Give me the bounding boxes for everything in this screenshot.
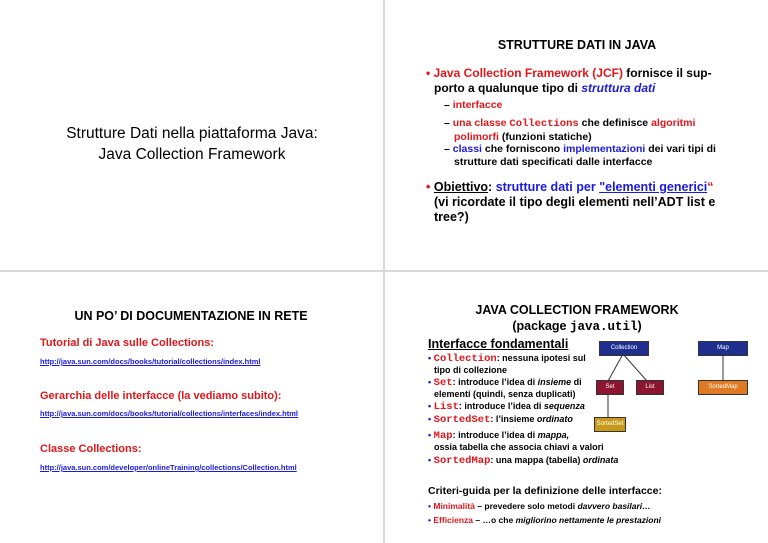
edge-collection-list	[623, 354, 647, 381]
link-tutorial[interactable]: http://java.sun.com/docs/books/tutorial/collections/index.html	[40, 357, 261, 366]
sub-interfacce-text: interfacce	[452, 99, 503, 111]
slide-heading: STRUTTURE DATI IN JAVA	[497, 38, 657, 52]
sub-collections-statiche: (funzioni statiche)	[498, 131, 592, 143]
sub-interfacce: – interfacce	[444, 99, 503, 111]
box-sortedmap: SortedMap	[698, 380, 748, 395]
item-collection: • Collection: nessuna ipotesi sul tipo di collezione	[428, 353, 586, 375]
sub-classi-a: che forniscono	[481, 143, 564, 155]
edge-collection-set	[608, 354, 623, 381]
obiettivo-line3: tree?)	[434, 210, 469, 224]
box-collection: Collection	[599, 341, 649, 356]
kw-collection: Collection	[433, 353, 497, 365]
item-text: : una mappa (tabella)	[490, 455, 583, 465]
slide-title-text	[58, 123, 326, 165]
label-classe-collections: Classe Collections:	[40, 443, 142, 455]
criteria-heading: Criteri-guida per la definizione delle interfacce:	[428, 485, 662, 497]
jcf-struttura-dati: struttura dati	[581, 81, 656, 95]
item-set: • Set: introduce l’idea di insieme di elementi (quindi, senza duplicati)	[428, 377, 582, 399]
jcf-text-1: fornisce il sup-	[622, 66, 712, 80]
obiettivo-colon: :	[488, 180, 496, 194]
criterion-label: Minimalità	[433, 501, 475, 511]
kw-sortedset: SortedSet	[433, 414, 491, 426]
box-set: Set	[596, 380, 624, 395]
slide-documentazione	[0, 273, 382, 543]
item-sortedmap: • SortedMap: una mappa (tabella) ordinata	[428, 455, 619, 467]
sub-collections: – una classe Collections che definisce algoritmi polimorfi (funzioni statiche)	[444, 117, 696, 143]
label-gerarchia: Gerarchia delle interfacce (la vediamo subito):	[40, 390, 282, 402]
slide-heading: UN PO’ DI DOCUMENTAZIONE IN RETE	[74, 309, 308, 323]
kw-set: Set	[433, 377, 453, 389]
obiettivo-line2: (vi ricordate il tipo degli elementi nell’ADT list e	[434, 195, 716, 209]
sub-classi-b: dei vari tipi di	[645, 143, 716, 155]
heading-pkg-close: )	[637, 319, 642, 333]
title-line-1: Strutture Dati nella piattaforma Java:	[66, 125, 318, 142]
item-text: : l’insieme	[490, 414, 537, 424]
item-text: : introduce l’idea di	[458, 401, 544, 411]
bullet-obiettivo: • Obiettivo: strutture dati per "elementi generici“ (vi ricordate il tipo degli elementi nell’ADT list e tree?)	[426, 180, 716, 224]
jcf-text-2: porto a qualunque tipo di	[434, 81, 582, 95]
section-interfacce: Interfacce fondamentali	[428, 337, 569, 351]
heading-line-2	[386, 318, 768, 335]
slide-heading	[386, 302, 768, 335]
sub-classi: – classi che forniscono implementazioni dei vari tipi di strutture dati specificati dalle interfacce	[444, 143, 716, 168]
item-text: ossia tabella che associa chiavi a valori	[434, 442, 604, 452]
sub-collections-mono: Collections	[509, 118, 579, 130]
title-line-2: Java Collection Framework	[98, 146, 286, 163]
kw-sortedmap: SortedMap	[433, 455, 491, 467]
item-text: : introduce l’idea di	[452, 377, 538, 387]
item-text: elementi (quindi, senza duplicati)	[434, 389, 576, 399]
link-classe-collections[interactable]: http://java.sun.com/developer/onlineTraining/collections/Collection.html	[40, 463, 297, 472]
sub-classi-line2: strutture dati specificati dalle interfacce	[454, 156, 653, 168]
box-list: List	[636, 380, 664, 395]
slide-jcf	[386, 273, 768, 543]
criterion-italic: migliorino nettamente le prestazioni	[515, 515, 662, 525]
item-italic: ordinata	[582, 455, 619, 465]
item-text: : nessuna ipotesi sul	[496, 353, 586, 363]
kw-map: Map	[433, 430, 453, 442]
sub-classi-impl: implementazioni	[563, 143, 646, 155]
sub-collections-polimorfi: polimorfi	[454, 131, 499, 143]
obiettivo-label: Obiettivo	[433, 180, 489, 194]
sub-collections-red: algoritmi	[651, 117, 696, 129]
box-sortedset: SortedSet	[594, 417, 626, 432]
slide-title	[0, 0, 382, 269]
item-list: • List: introduce l’idea di sequenza	[428, 401, 585, 413]
criterion-italic: davvero basilari…	[577, 501, 651, 511]
item-sortedset: • SortedSet: l’insieme ordinato	[428, 414, 573, 426]
criterion-text: – …o che	[473, 515, 516, 525]
item-map: • Map: introduce l’idea di mappa, ossia tabella che associa chiavi a valori	[428, 430, 604, 452]
item-italic: ordinato	[536, 414, 573, 424]
sub-classi-blue: classi	[452, 143, 482, 155]
obiettivo-blue: strutture dati per	[495, 180, 600, 194]
heading-pkg-name: java.util	[569, 320, 638, 334]
obiettivo-quote: “	[707, 180, 714, 194]
item-italic: insieme	[537, 377, 572, 387]
item-italic: mappa,	[537, 430, 570, 440]
slide-strutture-dati	[386, 0, 768, 269]
jcf-name: Java Collection Framework (JCF)	[433, 66, 623, 80]
criterion-label: Efficienza	[433, 515, 474, 525]
heading-line-1: JAVA COLLECTION FRAMEWORK	[475, 303, 679, 317]
item-italic: sequenza	[543, 401, 585, 411]
sub-collections-a: una classe	[452, 117, 510, 129]
link-gerarchia[interactable]: http://java.sun.com/docs/books/tutorial/collections/interfaces/index.html	[40, 409, 298, 418]
kw-list: List	[433, 401, 459, 413]
heading-pkg: (package	[512, 319, 570, 333]
item-text: di	[571, 377, 582, 387]
label-tutorial: Tutorial di Java sulle Collections:	[40, 337, 215, 349]
sub-collections-b: che definisce	[578, 117, 652, 129]
item-text: : introduce l’idea di	[452, 430, 538, 440]
criterion-efficienza: • Efficienza – …o che migliorino nettamente le prestazioni	[428, 515, 662, 525]
box-map: Map	[698, 341, 748, 356]
item-text: tipo di collezione	[434, 365, 508, 375]
horizontal-divider	[0, 270, 768, 272]
criterion-text: – prevedere solo metodi	[474, 501, 578, 511]
obiettivo-generici: "elementi generici	[599, 180, 708, 194]
criterion-minimalita: • Minimalità – prevedere solo metodi davvero basilari…	[428, 501, 651, 511]
bullet-dot: •	[426, 66, 431, 80]
bullet-jcf	[426, 66, 756, 96]
